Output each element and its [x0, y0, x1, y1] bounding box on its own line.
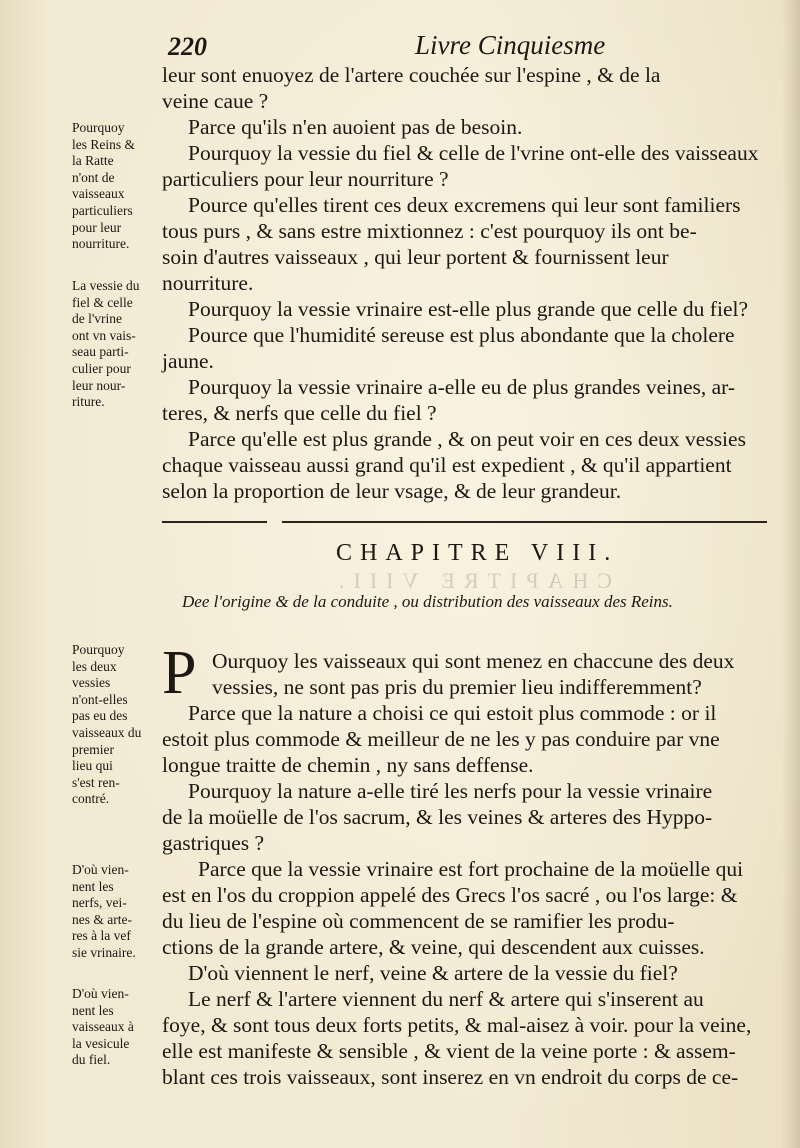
margin-note: D'où vien- nent les nerfs, vei- nes & arte- res à la vef sie vrinaire.: [72, 862, 136, 960]
margin-note: Pourquoy les deux vessies n'ont-elles pas eu des vaisseaux du premier lieu qui s'est ren- contré.: [72, 642, 142, 807]
body-line: Ourquoy les vaisseaux qui sont menez en chaccune des deux: [212, 649, 735, 673]
body-line: Pourquoy la vessie du fiel & celle de l'vrine ont-elle des vaisseaux: [188, 141, 759, 165]
margin-note: D'où vien- nent les vaisseaux à la vesicule du fiel.: [72, 986, 134, 1068]
running-title: Livre Cinquiesme: [415, 30, 606, 60]
body-line: blant ces trois vaisseaux, sont inserez en vn endroit du corps de ce-: [162, 1065, 739, 1089]
body-line: de la moüelle de l'os sacrum, & les veines & arteres des Hyppo-: [162, 805, 713, 829]
body-line: particuliers pour leur nourriture ?: [162, 167, 449, 191]
separator-rule: [162, 521, 267, 523]
drop-cap: P: [162, 639, 197, 707]
body-line: veine caue ?: [162, 89, 269, 113]
page-header: [160, 28, 790, 64]
body-line: Parce qu'ils n'en auoient pas de besoin.: [188, 115, 523, 139]
body-line: Pource que l'humidité sereuse est plus abondante que la cholere: [188, 323, 735, 347]
body-line: Pourquoy la nature a-elle tiré les nerfs pour la vessie vrinaire: [188, 779, 713, 803]
body-line: tous purs , & sans estre mixtionnez : c'est pourquoy ils ont be-: [162, 219, 697, 243]
body-line: ctions de la grande artere, & veine, qui descendent aux cuisses.: [162, 935, 705, 959]
body-line: vessies, ne sont pas pris du premier lieu indifferemment?: [212, 675, 702, 699]
separator-rule: [282, 521, 767, 523]
chapter-title: CHAPITRE VIII.: [336, 540, 619, 566]
body-line: foye, & sont tous deux forts petits, & mal-aisez à voir. pour la veine,: [162, 1013, 752, 1037]
body-line: selon la proportion de leur vsage, & de leur grandeur.: [162, 479, 622, 503]
body-line: jaune.: [162, 349, 214, 373]
body-line: Le nerf & l'artere viennent du nerf & artere qui s'inserent au: [188, 987, 704, 1011]
body-line: Pource qu'elles tirent ces deux excremens qui leur sont familiers: [188, 193, 741, 217]
body-line: du lieu de l'espine où commencent de se ramifier les produ-: [162, 909, 675, 933]
body-line: elle est manifeste & sensible , & vient de la veine porte : & assem-: [162, 1039, 736, 1063]
body-line: soin d'autres vaisseaux , qui leur portent & fournissent leur: [162, 245, 669, 269]
chapter-subtitle: Dee l'origine & de la conduite , ou distribution des vaisseaux des Reins.: [182, 592, 673, 611]
page-edge-shadow: [782, 0, 800, 1148]
body-line: Pourquoy la vessie vrinaire est-elle plus grande que celle du fiel?: [188, 297, 748, 321]
margin-note: La vessie du fiel & celle de l'vrine ont vn vais- seau parti- culier pour leur nour- riture.: [72, 278, 140, 410]
body-line: est en l'os du croppion appelé des Grecs l'os sacré , ou l'os large: &: [162, 883, 738, 907]
body-line: teres, & nerfs que celle du fiel ?: [162, 401, 437, 425]
body-line: longue traitte de chemin , ny sans deffense.: [162, 753, 534, 777]
body-line: Pourquoy la vessie vrinaire a-elle eu de plus grandes veines, ar-: [188, 375, 736, 399]
body-line: leur sont enuoyez de l'artere couchée sur l'espine , & de la: [162, 63, 661, 87]
body-line: Parce qu'elle est plus grande , & on peut voir en ces deux vessies: [188, 427, 746, 451]
page-number: 220: [168, 32, 207, 61]
show-through-title: CHAPITRE VIII.: [330, 568, 613, 593]
body-line: Parce que la vessie vrinaire est fort prochaine de la moüelle qui: [198, 857, 744, 881]
margin-note: Pourquoy les Reins & la Ratte n'ont de vaisseaux particuliers pour leur nourriture.: [72, 120, 135, 252]
body-line: D'où viennent le nerf, veine & artere de la vessie du fiel?: [188, 961, 678, 985]
body-line: chaque vaisseau aussi grand qu'il est expedient , & qu'il appartient: [162, 453, 732, 477]
body-line: nourriture.: [162, 271, 254, 295]
body-line: gastriques ?: [162, 831, 265, 855]
body-line: estoit plus commode & meilleur de ne les y pas conduire par vne: [162, 727, 720, 751]
body-line: Parce que la nature a choisi ce qui estoit plus commode : or il: [188, 701, 717, 725]
